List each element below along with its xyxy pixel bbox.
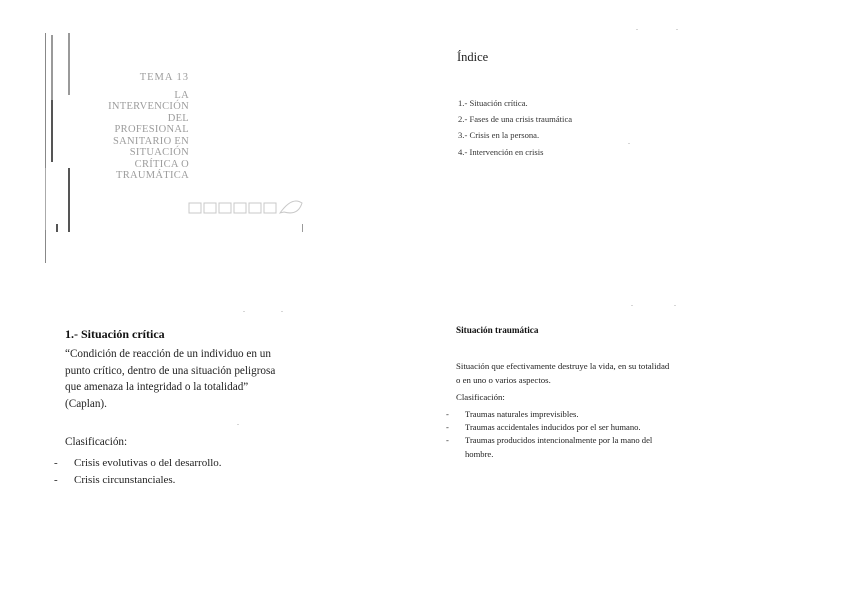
- list-item-text: Traumas producidos intencionalmente por la mano del hombre.: [465, 435, 653, 459]
- tema-number: TEMA 13: [139, 72, 189, 83]
- scan-speck: [674, 305, 676, 306]
- decor-bar: [68, 33, 70, 95]
- list-item: [54, 455, 222, 472]
- index-list: [458, 95, 572, 160]
- dash-bullet: -: [54, 473, 58, 486]
- classification-label: Clasificación:: [65, 436, 128, 448]
- publisher-logo: [188, 198, 304, 218]
- decor-bar: [302, 224, 303, 232]
- list-item-text: Crisis evolutivas o del desarrollo.: [74, 457, 222, 469]
- slide-title: 1.- Situación crítica: [65, 327, 165, 341]
- dash-bullet: -: [54, 457, 58, 469]
- decor-bar: [68, 168, 70, 232]
- scan-speck: [237, 424, 239, 425]
- list-item-text: Crisis circunstanciales.: [74, 473, 176, 486]
- decor-bar: [45, 168, 46, 230]
- decor-bar: [51, 35, 53, 100]
- index-title: Índice: [457, 50, 489, 64]
- dash-bullet: -: [446, 409, 449, 419]
- tema-title: LA INTERVENCIÓN DEL PROFESIONAL SANITARIO EN SITUACIÓN CRÍTICA O TRAUMÁTICA: [108, 89, 189, 181]
- index-item: 2.- Fases de una crisis traumática: [458, 114, 573, 125]
- scan-speck: [281, 311, 283, 312]
- index-item: 3.- Crisis en la persona.: [458, 130, 540, 141]
- decor-bar: [51, 100, 53, 162]
- scan-speck: [243, 311, 245, 312]
- list-item-text: Traumas naturales imprevisibles.: [465, 409, 579, 419]
- scan-speck: [676, 29, 678, 30]
- dash-bullet: -: [446, 435, 449, 446]
- list-item: [446, 434, 676, 460]
- definition-text: “Condición de reacción de un individuo en un punto crítico, dentro de una situación peligrosa que amenaza la integridad o la totalidad” (Caplan).: [65, 348, 276, 410]
- list-item: [446, 408, 676, 421]
- classification-list: [446, 408, 676, 461]
- list-item: [446, 421, 676, 434]
- classification-label: Clasificación:: [456, 392, 505, 402]
- dash-bullet: -: [446, 422, 449, 433]
- decor-bar: [56, 224, 58, 232]
- classification-list: [54, 455, 222, 488]
- index-item: 4.- Intervención en crisis: [458, 146, 544, 157]
- cover-title: [100, 72, 189, 182]
- scan-speck: [628, 143, 630, 144]
- scan-speck: [636, 29, 638, 30]
- description-text: Situación que efectivamente destruye la vida, en su totalidad o en uno o varios aspectos.: [456, 361, 670, 385]
- list-item: [54, 472, 222, 489]
- slide-title: Situación traumática: [456, 325, 539, 335]
- scan-speck: [631, 305, 633, 306]
- list-item-text: Traumas accidentales inducidos por el ser humano.: [465, 422, 641, 433]
- index-item: 1.- Situación crítica.: [458, 98, 528, 108]
